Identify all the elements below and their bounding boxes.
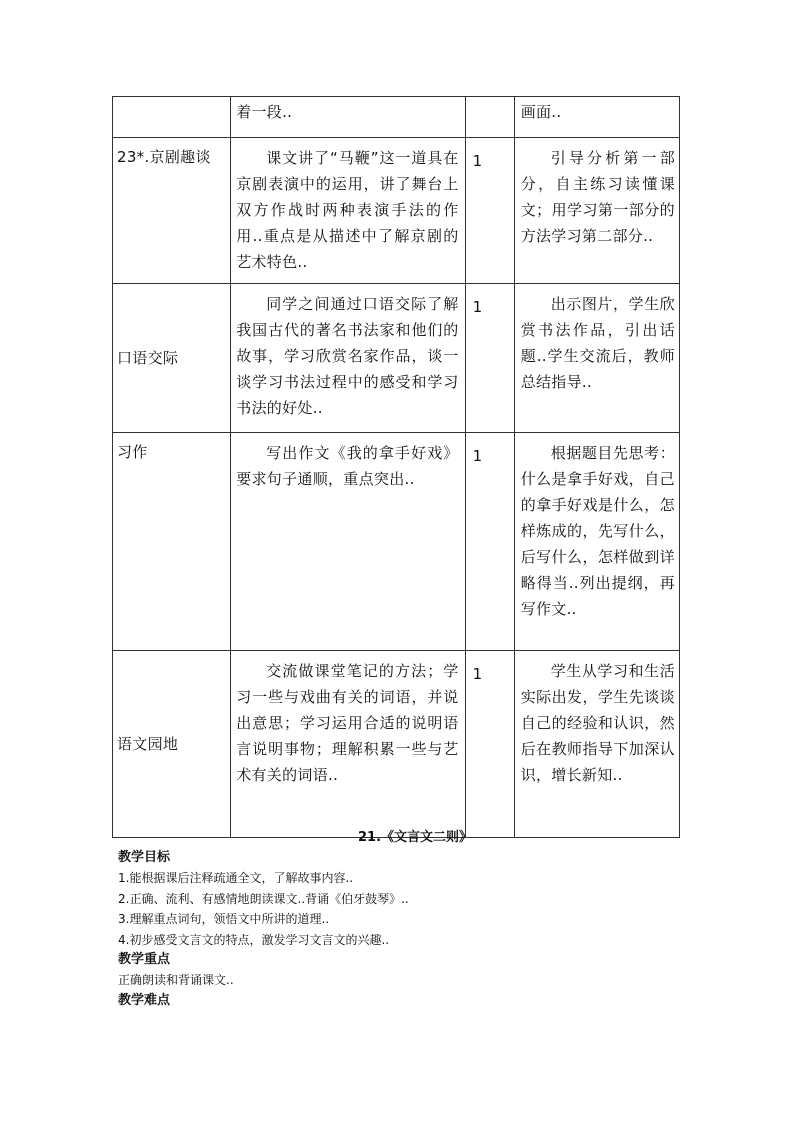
hours-cell: 1 bbox=[465, 433, 514, 651]
content-cell bbox=[231, 284, 465, 433]
lesson-title: 21.《文言文二则》 bbox=[357, 830, 473, 845]
goal-item: 1.能根据课后注释疏通全文，了解故事内容.. bbox=[118, 871, 354, 885]
content-cell bbox=[231, 97, 465, 138]
hours-cell: 1 bbox=[465, 284, 514, 433]
hours-cell: 1 bbox=[465, 651, 514, 838]
content-text: 着一段.. bbox=[236, 103, 293, 121]
content-text: 写出作文《我的拿手好戏》要求句子通顺，重点突出.. bbox=[236, 444, 459, 488]
content-cell bbox=[231, 138, 465, 284]
method-text: 出示图片，学生欣赏书法作品，引出话题..学生交流后，教师总结指导.. bbox=[520, 295, 675, 391]
lesson-plan-table bbox=[112, 96, 680, 838]
goals-heading: 教学目标 bbox=[118, 850, 171, 865]
content-text: 交流做课堂笔记的方法；学习一些与戏曲有关的词语，并说出意思；学习运用合适的说明语言说明事物；理解积累一些与艺术有关的词语.. bbox=[236, 662, 459, 784]
lesson-name-cell: 23*.京剧趣谈 bbox=[113, 138, 231, 284]
goal-item: 4.初步感受文言文的特点，激发学习文言文的兴趣.. bbox=[118, 932, 390, 947]
content-cell bbox=[231, 433, 465, 651]
method-cell bbox=[514, 651, 679, 838]
method-cell bbox=[514, 284, 679, 433]
hours-cell bbox=[465, 97, 514, 138]
table-row bbox=[113, 651, 680, 838]
content-text: 课文讲了“马鞭”这一道具在京剧表演中的运用，讲了舞台上双方作战时两种表演手法的作用..重点是从描述中了解京剧的艺术特色.. bbox=[236, 149, 459, 271]
hours-cell: 1 bbox=[465, 138, 514, 284]
method-cell bbox=[514, 433, 679, 651]
lesson-name-cell bbox=[113, 97, 231, 138]
lesson-name-cell: 语文园地 bbox=[113, 651, 231, 838]
method-cell bbox=[514, 97, 679, 138]
goal-item: 3.理解重点词句，领悟文中所讲的道理.. bbox=[118, 912, 330, 926]
key-points-heading: 教学重点 bbox=[118, 952, 171, 967]
lesson-name-cell: 习作 bbox=[113, 433, 231, 651]
method-cell bbox=[514, 138, 679, 284]
goal-item: 2.正确、流利、有感情地朗读课文..背诵《伯牙鼓琴》.. bbox=[118, 891, 409, 906]
method-text: 学生从学习和生活实际出发，学生先谈谈自己的经验和认识，然后在教师指导下加深认识，增长新知.. bbox=[520, 662, 675, 784]
table-row bbox=[113, 284, 680, 433]
lesson-name-cell: 口语交际 bbox=[113, 284, 231, 433]
table-row bbox=[113, 433, 680, 651]
table-row bbox=[113, 138, 680, 284]
method-text: 根据题目先思考：什么是拿手好戏，自己的拿手好戏是什么，怎样炼成的，先写什么，后写什么，怎样做到详略得当..列出提纲，再写作文.. bbox=[520, 444, 675, 618]
table-row bbox=[113, 97, 680, 138]
content-cell bbox=[231, 651, 465, 838]
lesson-section bbox=[118, 828, 718, 1011]
difficulty-heading: 教学难点 bbox=[118, 992, 171, 1008]
content-text: 同学之间通过口语交际了解我国古代的著名书法家和他们的故事，学习欣赏名家作品，谈一谈学习书法过程中的感受和学习书法的好处.. bbox=[236, 295, 459, 417]
key-points-text: 正确朗读和背诵课文.. bbox=[118, 973, 234, 987]
method-text: 画面.. bbox=[520, 103, 562, 121]
method-text: 引导分析第一部分，自主练习读懂课文；用学习第一部分的方法学习第二部分.. bbox=[520, 149, 675, 245]
